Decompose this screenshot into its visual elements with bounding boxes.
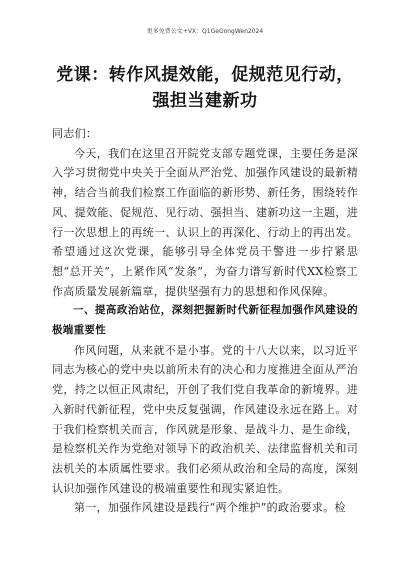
document-title: 党课：转作风提效能，促规范见行动，强担当建新功 — [56, 65, 354, 111]
intro-paragraph: 今天，我们在这里召开院党支部专题党课，主要任务是深入学习贯彻党中央关于全面从严治党、加强作风建设的最新精神，结合当前我们检察工作面临的新形势、新任务，围绕转作风、提效能、促规范、见行动、强担当、建新功这一主题，进行一次思想上的再统一、认识上的再深化、行动上的再出发。希望通过这次党课，能够引导全体党员干警进一步拧紧思想“总开关”，上紧作风“发条”，为奋力谱写新时代XX检察工作高质量发展新篇章，提供坚强有力的思想和作风保障。 — [52, 146, 358, 298]
section-paragraph: 第一，加强作风建设是践行“两个维护”的政治要求。检 — [74, 501, 346, 515]
section-paragraph: 作风问题，从来就不是小事。党的十八大以来，以习近平同志为核心的党中央以前所未有的决心和力度推进全面从严治党，持之以恒正风肃纪，开创了我们党自我革命的新境界。进入新时代新征程，党中央反复强调，作风建设永远在路上。对于我们检察机关而言，作风就是形象、是战斗力、是生命线，是检察机关作为党绝对领导下的政治机关、法律监督机关和司法机关的本质属性要求。我们必须从政治和全局的高度，深刻认识加强作风建设的极端重要性和现实紧迫性。 — [52, 343, 358, 495]
salutation: 同志们： — [52, 127, 98, 140]
section-heading: 一、提高政治站位，深刻把握新时代新征程加强作风建设的极端重要性 — [52, 304, 358, 337]
header-note: 更多免费公文+VX：Q1GeGongWen2024 — [146, 28, 264, 35]
document-body — [52, 124, 358, 518]
